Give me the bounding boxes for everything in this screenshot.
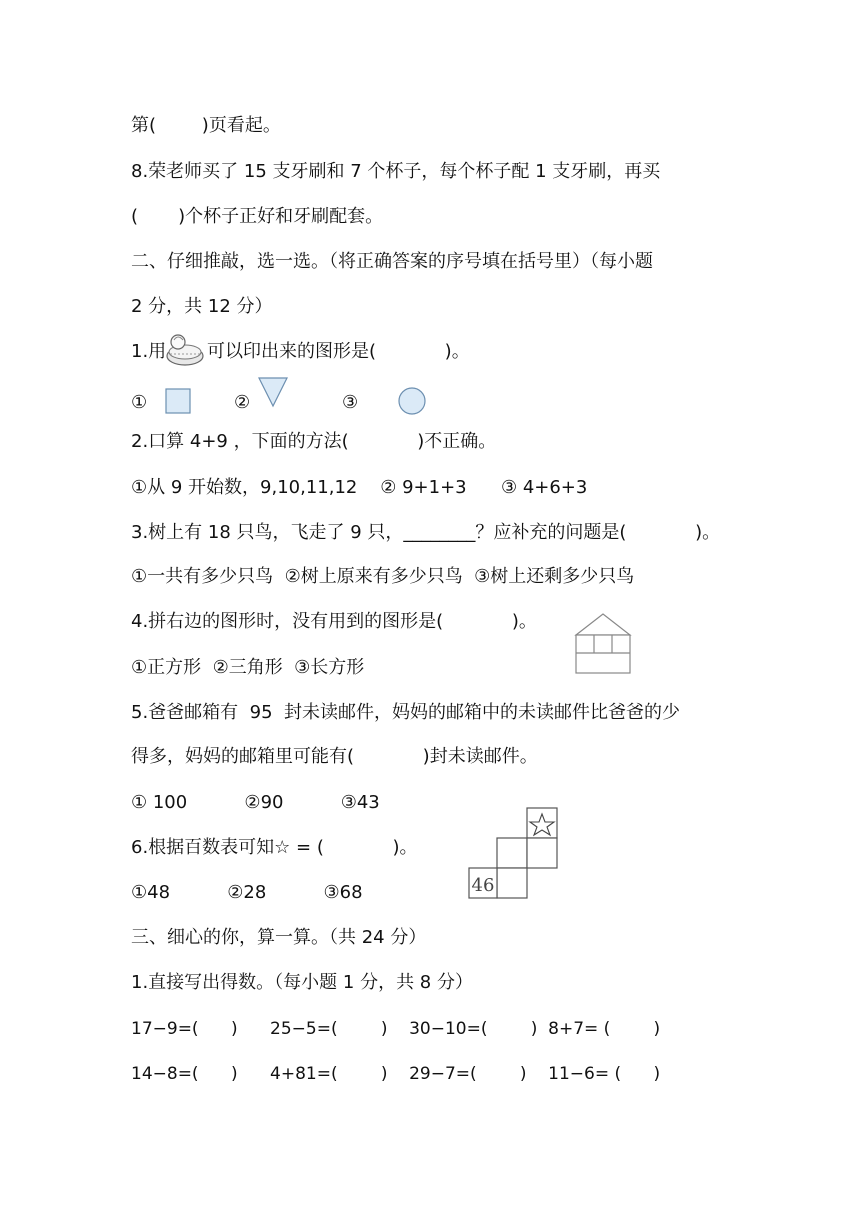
s2-q4-options: ①正方形 ②三角形 ③长方形 [131,657,365,678]
s2-q1-options [131,388,451,418]
s2-q5-line1: 5.爸爸邮箱有 95 封未读邮件，妈妈的邮箱中的未读邮件比爸爸的少 [131,702,680,723]
question-8-line1: 8.荣老师买了 15 支牙刷和 7 个杯子，每个杯子配 1 支牙刷，再买 [131,161,661,182]
s2-q2-options: ①从 9 开始数，9,10,11,12 ② 9+1+3 ③ 4+6+3 [131,477,588,498]
stamp-shape-image [164,330,206,368]
section-3-title: 三、细心的你，算一算。（共 24 分） [131,927,427,948]
section-2-title-line1: 二、仔细推敲，选一选。（将正确答案的序号填在括号里）（每小题 [131,251,653,272]
square-shape-icon [165,388,191,414]
circle-shape-icon [397,386,427,416]
s2-q5-line2: 得多，妈妈的邮箱里可能有( )封未读邮件。 [131,746,538,767]
option-2-marker: ② [234,392,251,413]
s2-q2-line: 2.口算 4+9 ，下面的方法( )不正确。 [131,431,497,452]
s2-q1-suffix: 可以印出来的图形是( )。 [207,341,470,362]
section-2-title-line2: 2 分，共 12 分） [131,296,273,317]
option-1-marker: ① [131,392,148,413]
house-figure [572,611,634,675]
s3-calc-row-2: 14−8=( ) 4+81=( ) 29−7=( ) 11−6= ( ) [131,1064,661,1084]
triangle-shape-icon [257,376,289,408]
option-3-marker: ③ [342,392,359,413]
s3-calc-row-1: 17−9=( ) 25−5=( ) 30−10=( ) 8+7= ( ) [131,1019,661,1039]
q7-tail-line: 第( )页看起。 [131,115,281,136]
s2-q1-prefix: 1.用 [131,341,167,362]
s3-q1-title: 1.直接写出得数。（每小题 1 分，共 8 分） [131,972,473,993]
question-8-line2: ( )个杯子正好和牙刷配套。 [131,206,384,227]
s2-q4-line: 4.拼右边的图形时，没有用到的图形是( )。 [131,611,537,632]
s2-q3-line: 3.树上有 18 只鸟，飞走了 9 只，________？应补充的问题是( )。 [131,522,721,543]
grid-number: 46 [471,875,495,896]
s2-q3-options: ①一共有多少只鸟 ②树上原来有多少只鸟 ③树上还剩多少只鸟 [131,566,635,587]
s2-q6-options: ①48 ②28 ③68 [131,882,363,903]
s2-q5-options: ① 100 ②90 ③43 [131,792,380,813]
s2-q6-line: 6.根据百数表可知☆ = ( )。 [131,837,418,858]
hundred-chart-fragment [467,806,561,902]
